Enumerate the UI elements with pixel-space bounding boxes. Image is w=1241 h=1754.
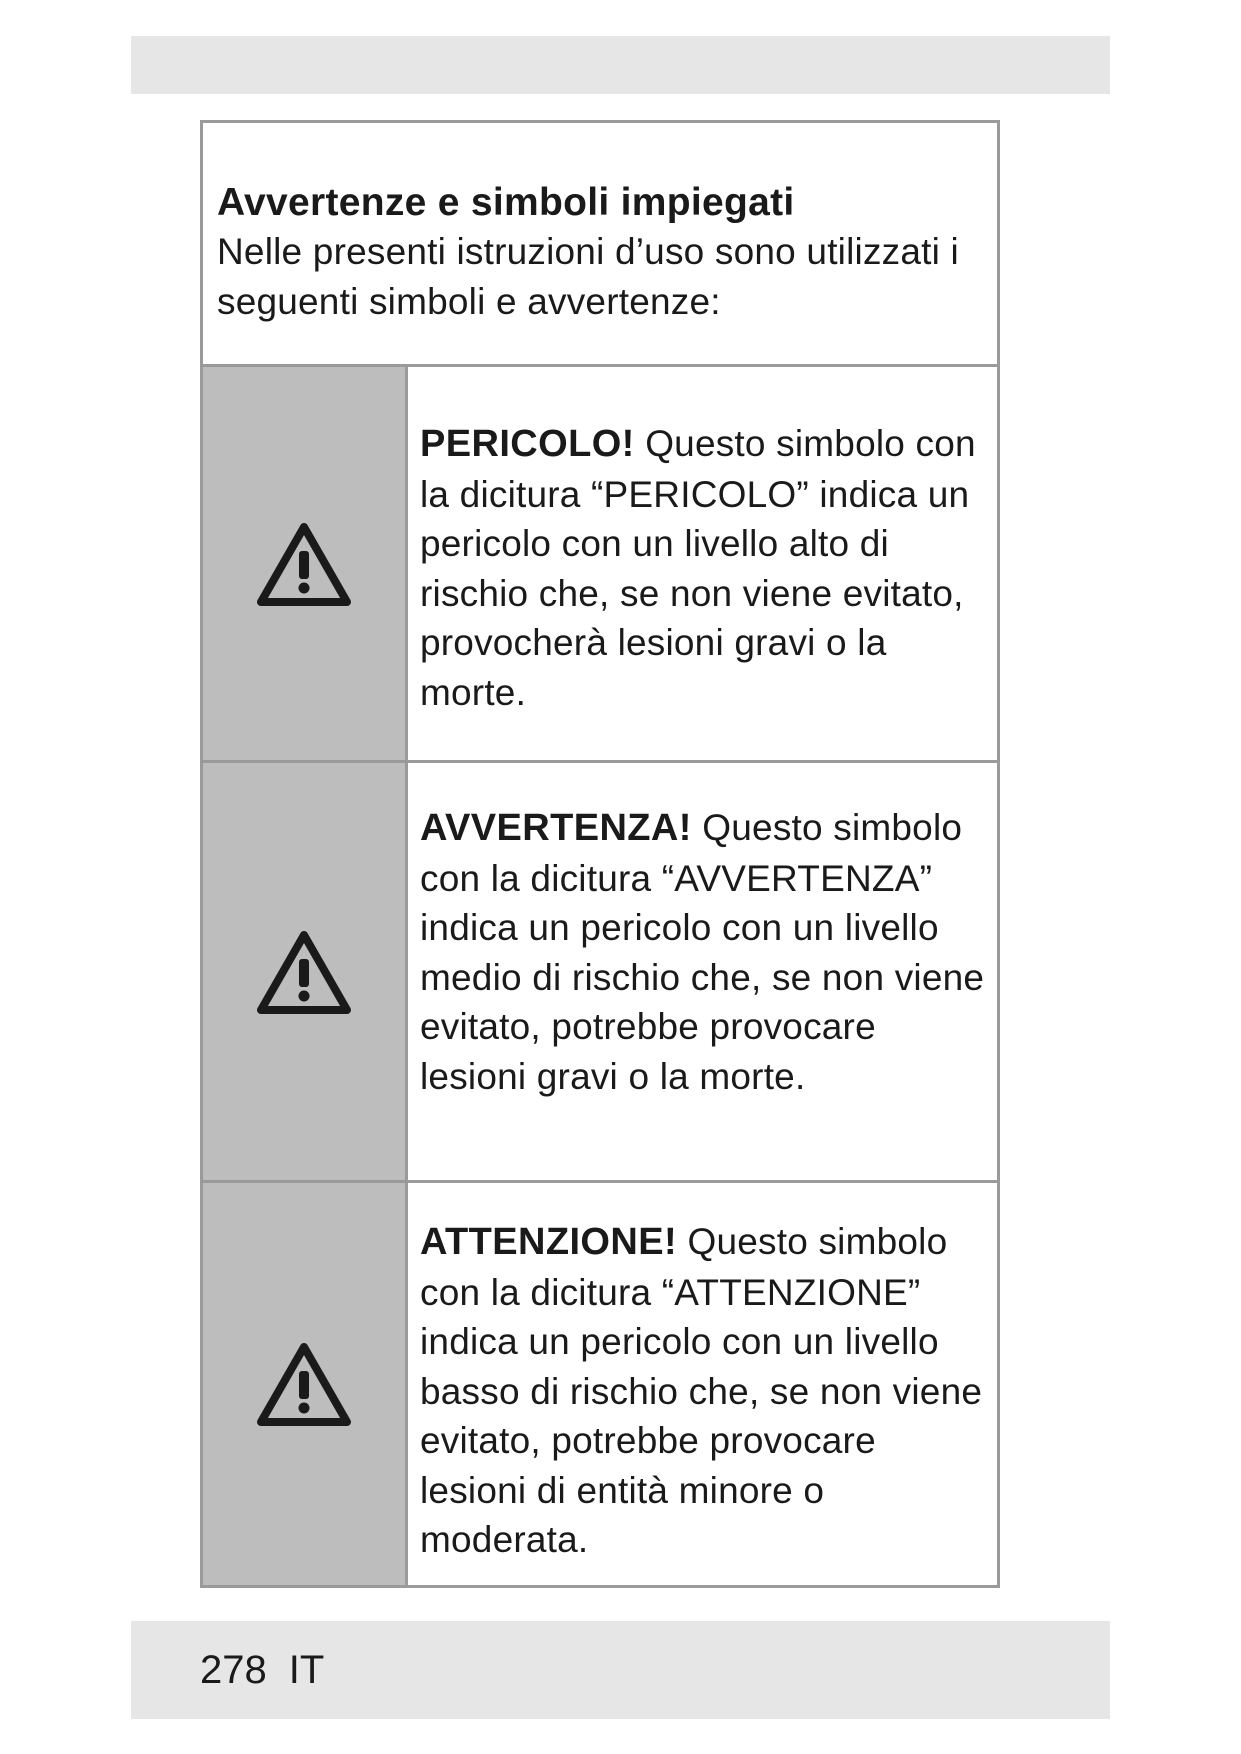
header-band	[131, 36, 1110, 94]
warning-text-cell	[408, 763, 997, 1180]
warnings-table	[200, 120, 1000, 1588]
warning-triangle-icon	[254, 1339, 354, 1429]
signal-word: ATTENZIONE!	[420, 1221, 678, 1263]
warning-description: Questo simbolo con la dicitura “AVVERTENZA” indica un pericolo con un livello medio di rischio che, se non viene evitato, potrebbe provocare lesioni gravi o la morte.	[420, 807, 985, 1097]
warning-triangle-icon	[254, 519, 354, 609]
warning-text-cell	[408, 367, 997, 760]
page-footer	[200, 1646, 324, 1694]
icon-cell	[203, 763, 408, 1180]
intro-section	[203, 123, 997, 367]
section-title: Avvertenze e simboli impiegati	[217, 181, 795, 224]
warning-row-avvertenza	[203, 763, 997, 1183]
language-code: IT	[288, 1648, 325, 1692]
warning-row-pericolo	[203, 367, 997, 763]
warning-description: Questo simbolo con la dicitura “ATTENZIONE” indica un pericolo con un livello basso di rischio che, se non viene evitato, potrebbe provocare lesioni di entità minore o moderata.	[420, 1221, 983, 1560]
signal-word: AVVERTENZA!	[420, 807, 692, 849]
icon-cell	[203, 367, 408, 760]
intro-text: Nelle presenti istruzioni d’uso sono utilizzati i seguenti simboli e avvertenze:	[217, 231, 959, 322]
signal-word: PERICOLO!	[420, 423, 635, 465]
page-number: 278	[200, 1648, 267, 1692]
icon-cell	[203, 1183, 408, 1585]
warning-description: Questo simbolo con la dicitura “PERICOLO” indica un pericolo con un livello alto di rischio che, se non viene evitato, provocherà lesioni gravi o la morte.	[420, 423, 976, 713]
warning-text-cell	[408, 1183, 997, 1585]
warning-triangle-icon	[254, 927, 354, 1017]
warning-row-attenzione	[203, 1183, 997, 1585]
